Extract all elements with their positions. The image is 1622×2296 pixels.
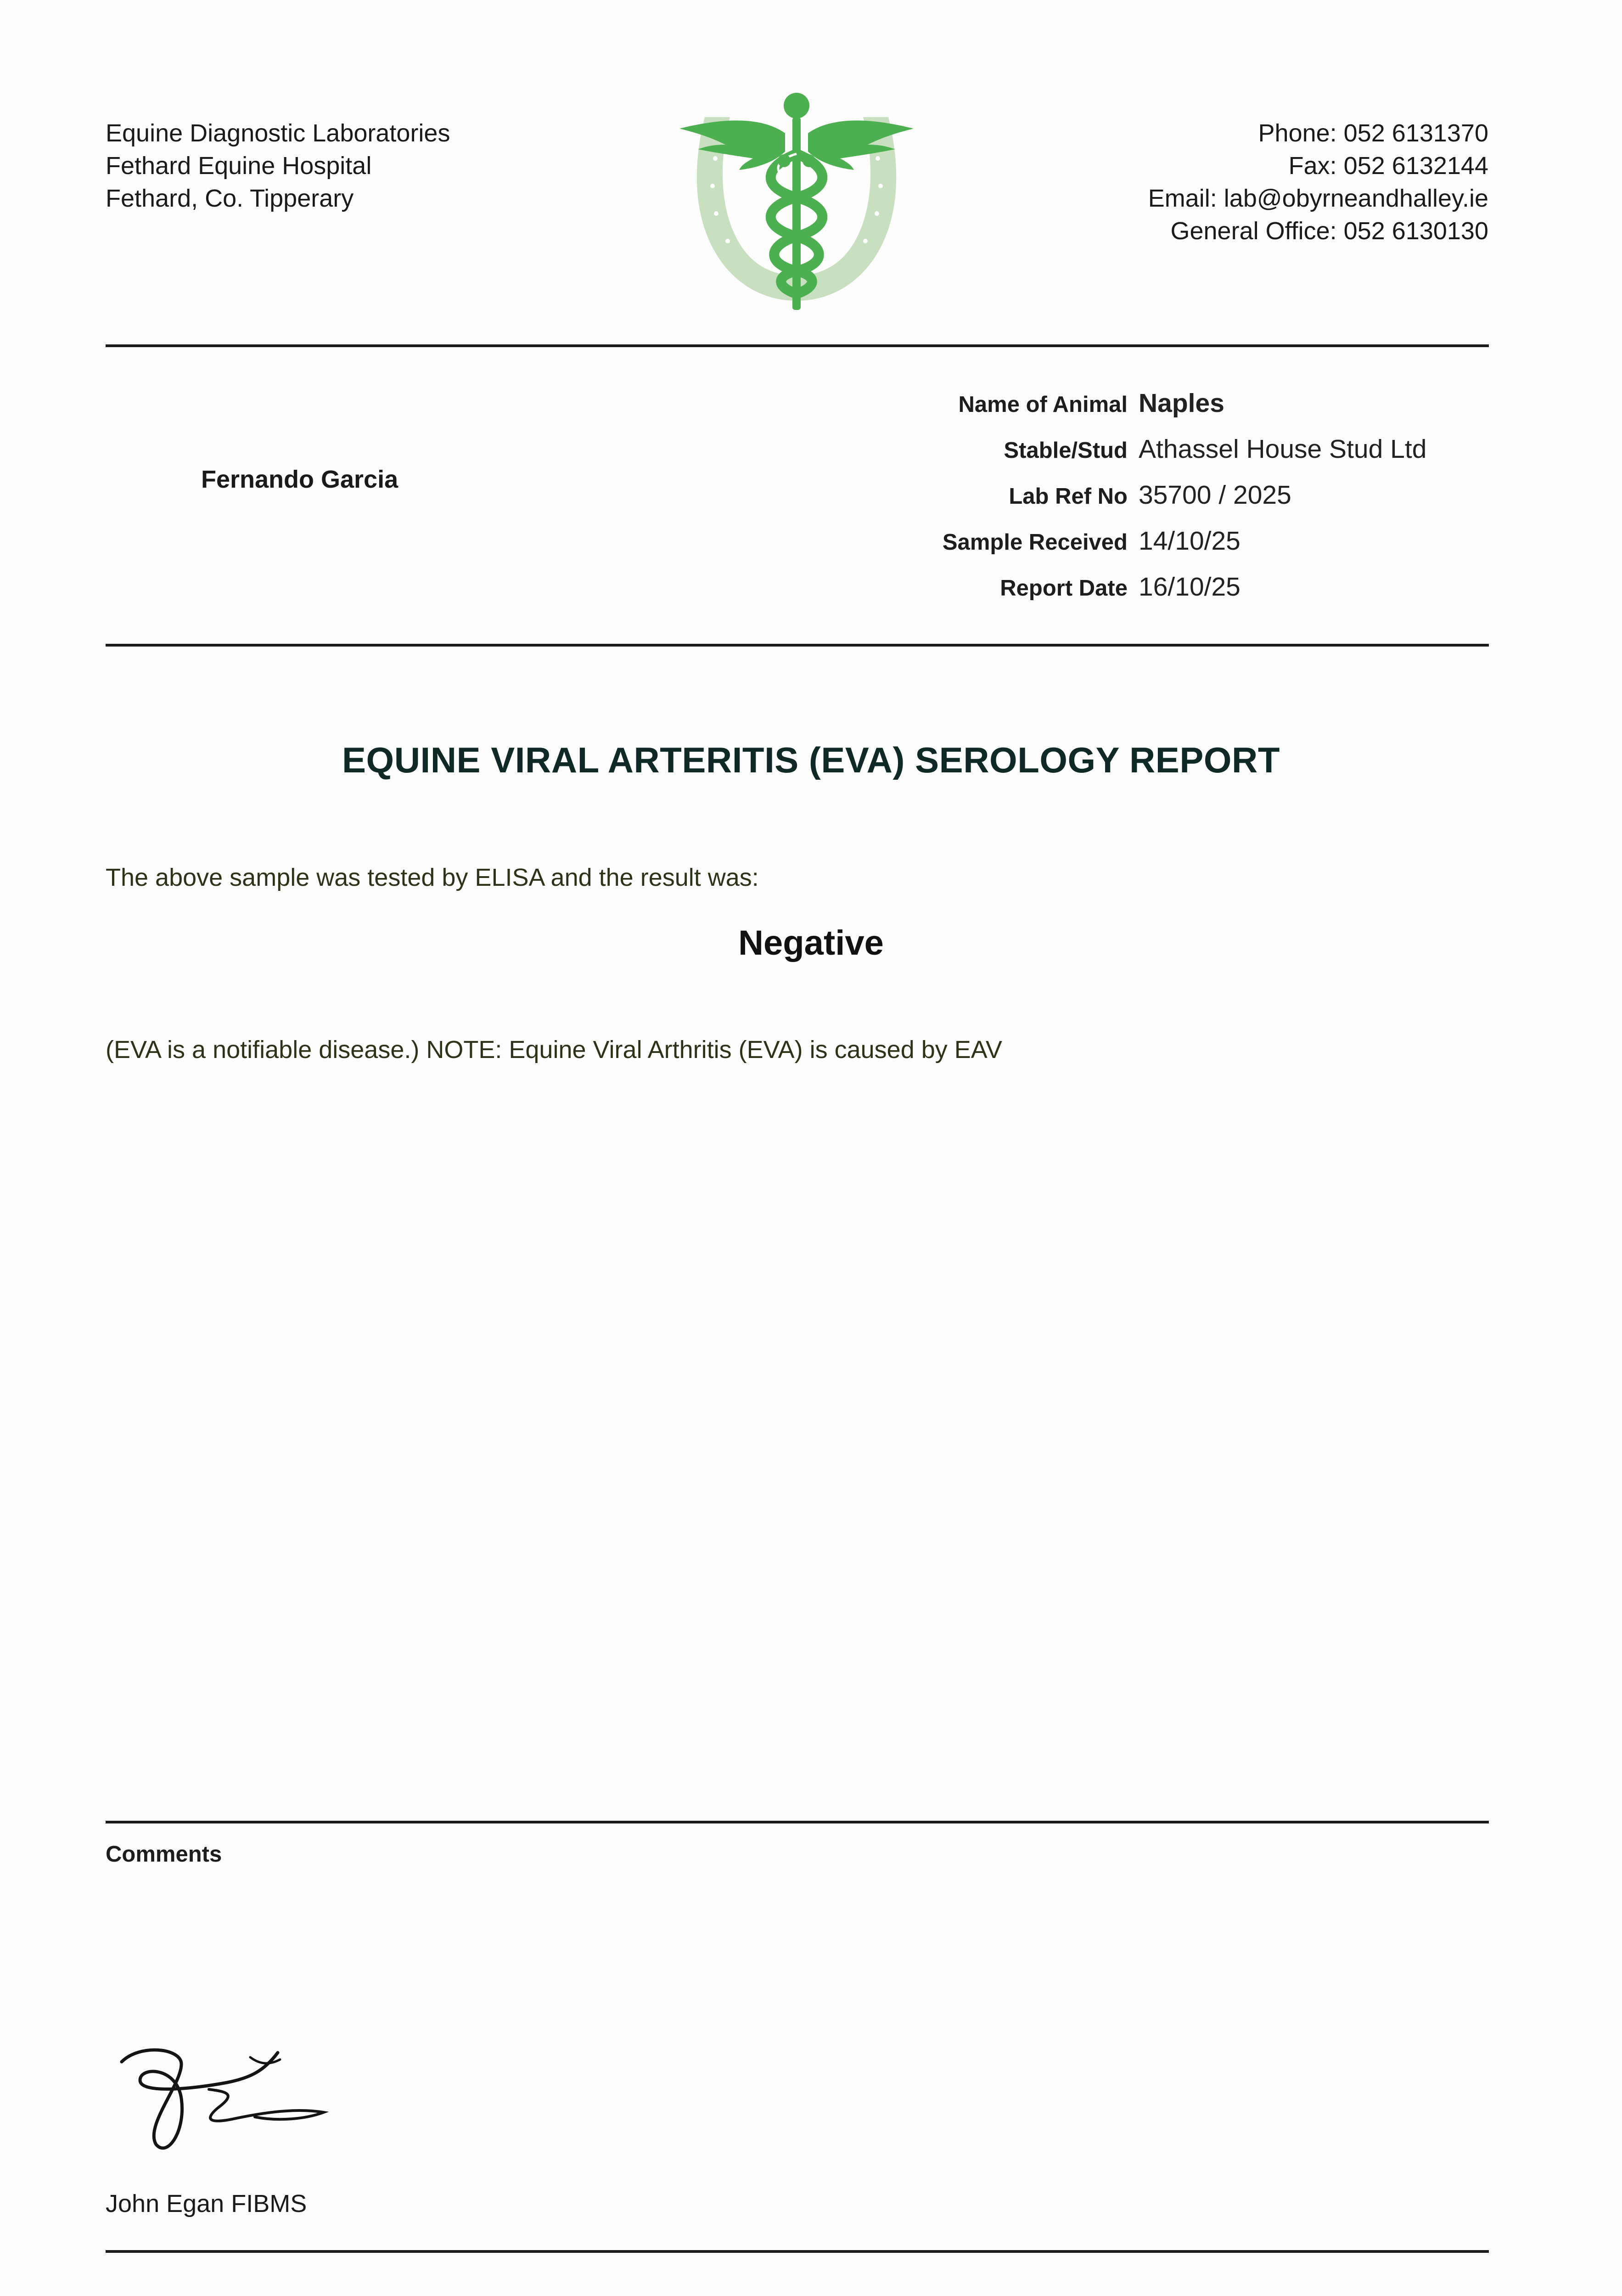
info-row bbox=[689, 526, 1492, 572]
lab-address bbox=[106, 117, 450, 215]
info-label: Report Date bbox=[1000, 576, 1128, 601]
divider bbox=[106, 2250, 1489, 2253]
caduceus-horseshoe-icon bbox=[661, 90, 932, 315]
comments-label: Comments bbox=[106, 1842, 222, 1867]
info-label: Sample Received bbox=[942, 530, 1128, 555]
info-row bbox=[689, 434, 1492, 480]
lab-contact bbox=[1148, 117, 1488, 248]
report-note: (EVA is a notifiable disease.) NOTE: Equine Viral Arthritis (EVA) is caused by EAV bbox=[106, 1036, 1002, 1064]
client-name: Fernando Garcia bbox=[201, 466, 398, 493]
phone-line: Phone: 052 6131370 bbox=[1258, 119, 1488, 147]
divider bbox=[106, 1821, 1489, 1823]
address-line: Equine Diagnostic Laboratories bbox=[106, 119, 450, 147]
handwritten-signature bbox=[112, 2039, 342, 2158]
info-label: Name of Animal bbox=[958, 392, 1128, 417]
info-label: Stable/Stud bbox=[1004, 438, 1128, 463]
email-line: Email: lab@obyrneandhalley.ie bbox=[1148, 185, 1488, 212]
sample-received-date: 14/10/25 bbox=[1139, 526, 1240, 556]
office-line: General Office: 052 6130130 bbox=[1170, 217, 1488, 245]
info-row bbox=[689, 572, 1492, 618]
divider bbox=[106, 344, 1489, 347]
test-result: Negative bbox=[738, 923, 884, 962]
sample-info-table bbox=[689, 388, 1492, 618]
lab-ref-no: 35700 / 2025 bbox=[1139, 480, 1291, 510]
animal-name: Naples bbox=[1139, 388, 1224, 418]
stable-stud: Athassel House Stud Ltd bbox=[1139, 434, 1427, 464]
address-line: Fethard Equine Hospital bbox=[106, 152, 372, 180]
fax-line: Fax: 052 6132144 bbox=[1288, 152, 1488, 180]
report-date: 16/10/25 bbox=[1139, 572, 1240, 602]
divider bbox=[106, 644, 1489, 647]
signer-name: John Egan FIBMS bbox=[106, 2190, 307, 2217]
info-label: Lab Ref No bbox=[1009, 484, 1128, 509]
address-line: Fethard, Co. Tipperary bbox=[106, 185, 354, 212]
info-row bbox=[689, 388, 1492, 434]
report-title: EQUINE VIRAL ARTERITIS (EVA) SEROLOGY REPORT bbox=[342, 740, 1280, 780]
info-row bbox=[689, 480, 1492, 526]
report-intro: The above sample was tested by ELISA and the result was: bbox=[106, 864, 759, 891]
